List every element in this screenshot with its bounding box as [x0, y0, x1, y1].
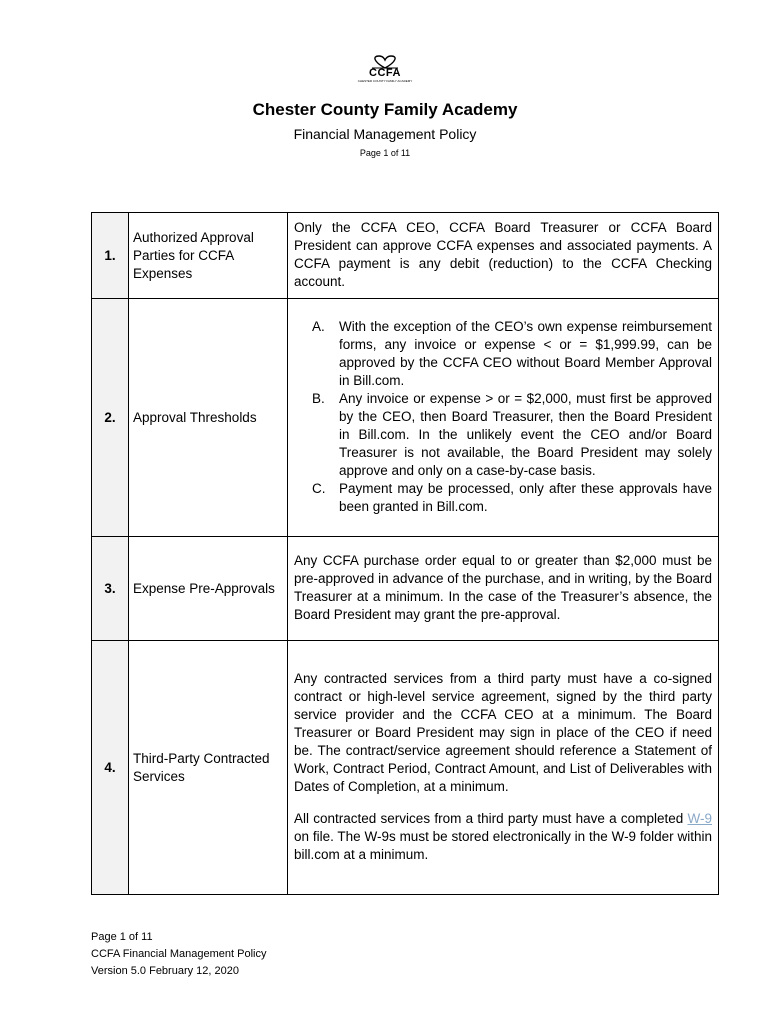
page-subtitle: Financial Management Policy — [293, 126, 477, 142]
policy-row — [92, 213, 719, 299]
ccfa-logo — [350, 54, 420, 90]
list-marker: C. — [312, 480, 326, 496]
row-number: 2. — [92, 299, 129, 537]
logo-text: CCFA — [369, 67, 401, 79]
list-marker: B. — [312, 390, 325, 406]
policy-row — [92, 537, 719, 641]
row-description — [288, 641, 719, 895]
policy-table — [91, 212, 719, 895]
contracted-services-paragraph: Any contracted services from a third party must have a co-signed contract or high-level service agreement, signed by the third party service provider and the CCFA CEO at a minimum. The Board Treasurer or Board President may sign in place of the CEO if need be. The contract/service agreement should reference a Statement of Work, Contract Period, Contract Amount, and List of Deliverables with Dates of Completion, at a minimum. — [294, 670, 712, 794]
list-item — [294, 480, 712, 516]
list-item-text: Payment may be processed, only after these approvals have been granted in Bill.com. — [339, 480, 712, 514]
row-title: Approval Thresholds — [129, 299, 288, 537]
logo-tagline: CHESTER COUNTY FAMILY ACADEMY — [357, 79, 413, 83]
list-item — [294, 318, 712, 390]
threshold-list — [294, 318, 712, 516]
row-title: Expense Pre-Approvals — [129, 537, 288, 641]
policy-row — [92, 299, 719, 537]
row-number: 4. — [92, 641, 129, 895]
row-description: Any CCFA purchase order equal to or greater than $2,000 must be pre-approved in advance of the purchase, and in writing, by the Board Treasurer at a minimum. In the case of the Treasurer’s absence, the Board President may grant the pre-approval. — [288, 537, 719, 641]
list-item — [294, 390, 712, 480]
header-page-number: Page 1 of 11 — [359, 148, 411, 158]
footer-document-name: CCFA Financial Management Policy — [91, 948, 267, 960]
row-title: Third-Party Contracted Services — [129, 641, 288, 895]
row-number: 3. — [92, 537, 129, 641]
footer-page-number: Page 1 of 11 — [91, 931, 153, 943]
w9-text-after: on file. The W-9s must be stored electronically in the W-9 folder within bill.com at a minimum. — [294, 828, 712, 862]
row-title: Authorized Approval Parties for CCFA Expenses — [129, 213, 288, 299]
policy-row — [92, 641, 719, 895]
row-description: Only the CCFA CEO, CCFA Board Treasurer or CCFA Board President can approve CCFA expenses and associated payments. A CCFA payment is any debit (reduction) to the CCFA Checking account. — [288, 213, 719, 299]
w9-link[interactable]: W-9 — [687, 810, 712, 826]
w9-paragraph — [294, 810, 712, 864]
list-item-text: Any invoice or expense > or = $2,000, must first be approved by the CEO, then Board Treasurer, then the Board President in Bill.com. In the unlikely event the CEO and/or Board Treasurer is not available, the Board President may solely approve and only on a case-by-case basis. — [339, 390, 712, 478]
w9-text-before: All contracted services from a third party must have a completed — [294, 810, 688, 826]
page-title: Chester County Family Academy — [252, 100, 518, 119]
list-item-text: With the exception of the CEO’s own expense reimbursement forms, any invoice or expense < or = $1,999.99, can be approved by the CCFA CEO without Board Member Approval in Bill.com. — [339, 318, 712, 388]
row-description — [288, 299, 719, 537]
page-footer — [91, 929, 266, 980]
list-marker: A. — [312, 318, 325, 334]
footer-version: Version 5.0 February 12, 2020 — [91, 965, 239, 977]
row-number: 1. — [92, 213, 129, 299]
